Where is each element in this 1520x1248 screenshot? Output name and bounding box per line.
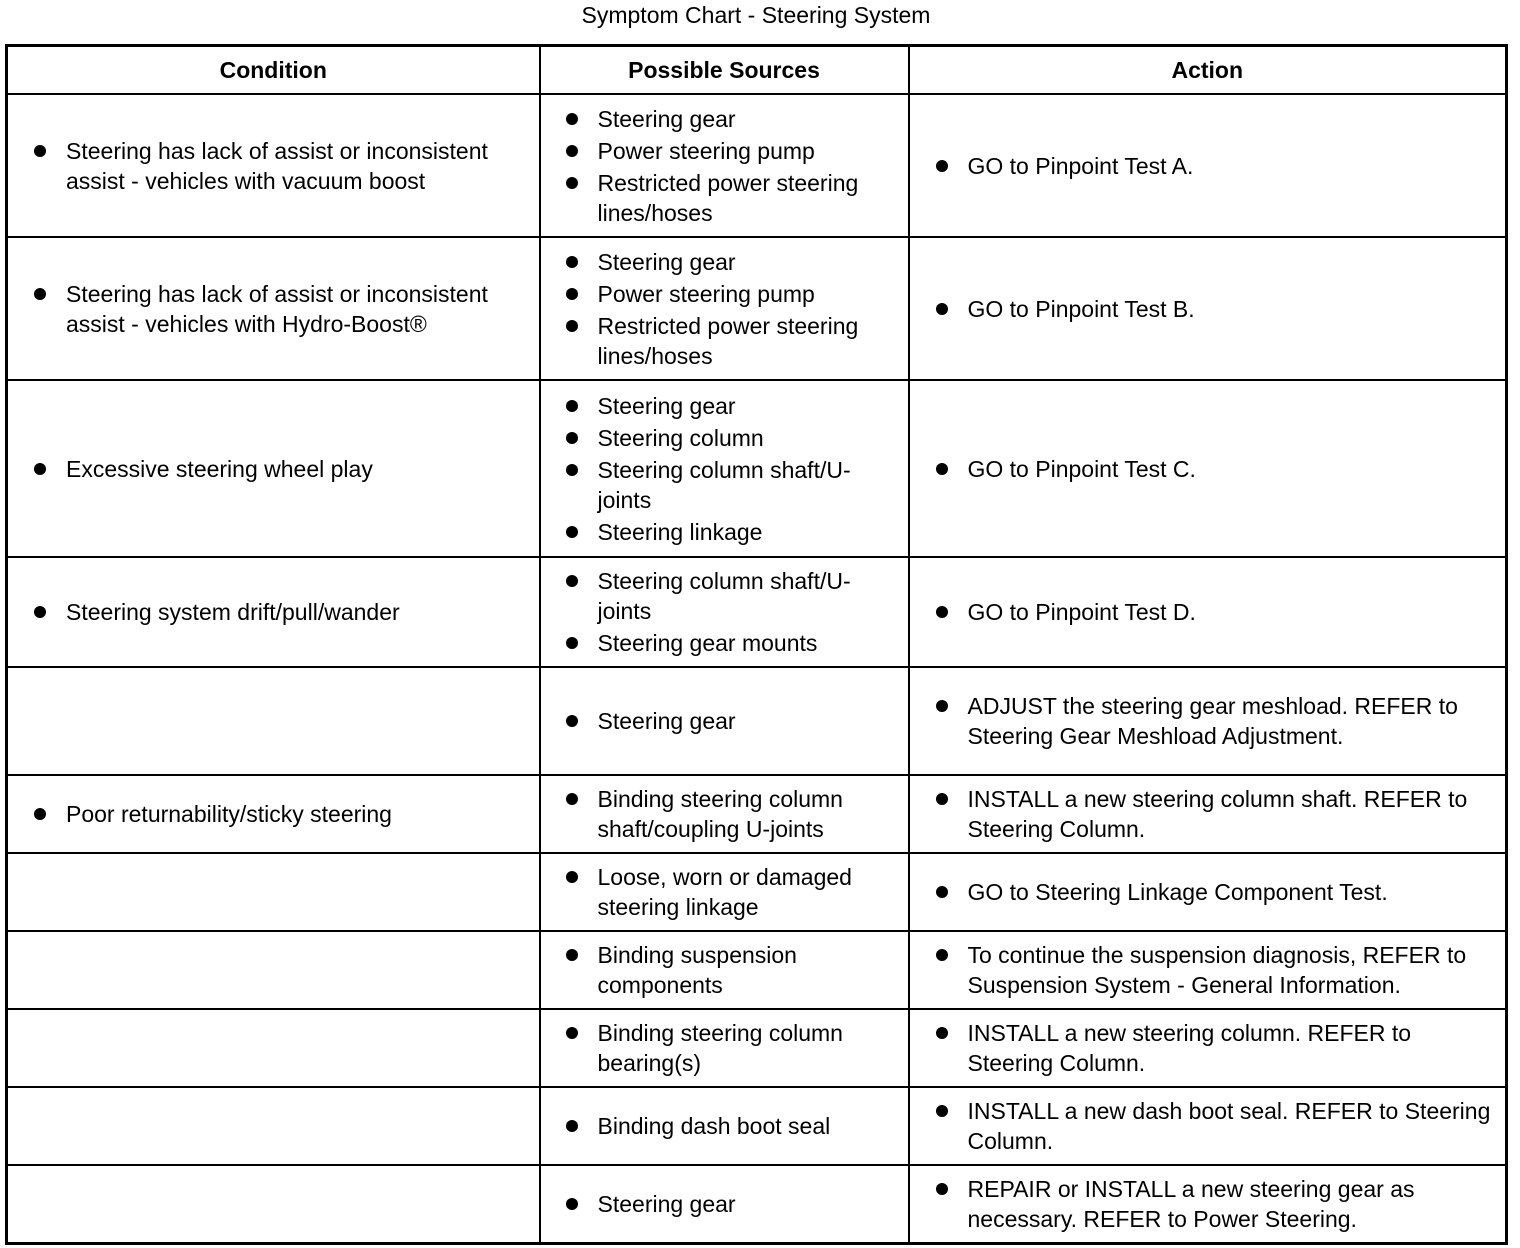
possible-sources-cell <box>540 94 909 237</box>
condition-cell <box>7 667 540 775</box>
condition-cell <box>7 775 540 853</box>
condition-cell <box>7 1009 540 1087</box>
action-text: To continue the suspension diagnosis, REFER to Suspension System - General Information. <box>910 940 1506 1000</box>
condition-text: Steering has lack of assist or inconsistent assist - vehicles with vacuum boost <box>8 136 539 196</box>
action-text: GO to Pinpoint Test C. <box>910 454 1506 484</box>
source-item: Steering gear <box>541 104 908 134</box>
action-text: GO to Pinpoint Test A. <box>910 151 1506 181</box>
header-row <box>7 46 1507 95</box>
source-item: Steering gear <box>541 1189 908 1219</box>
source-item: Steering column shaft/U-joints <box>541 455 908 515</box>
source-item: Steering gear <box>541 706 908 736</box>
possible-sources-cell <box>540 237 909 380</box>
action-cell <box>909 237 1507 380</box>
table-row <box>7 94 1507 237</box>
source-item: Binding dash boot seal <box>541 1111 908 1141</box>
possible-sources-cell <box>540 1009 909 1087</box>
action-list <box>910 877 1506 907</box>
symptom-chart-table <box>5 44 1508 1245</box>
action-cell <box>909 94 1507 237</box>
sources-list <box>541 1189 908 1219</box>
action-cell <box>909 380 1507 557</box>
action-cell <box>909 667 1507 775</box>
action-text: GO to Pinpoint Test D. <box>910 597 1506 627</box>
action-list <box>910 691 1506 751</box>
sources-list <box>541 391 908 547</box>
source-item: Loose, worn or damaged steering linkage <box>541 862 908 922</box>
condition-cell <box>7 1087 540 1165</box>
possible-sources-cell <box>540 853 909 931</box>
action-list <box>910 1174 1506 1234</box>
action-list <box>910 294 1506 324</box>
possible-sources-cell <box>540 931 909 1009</box>
source-item: Binding suspension components <box>541 940 908 1000</box>
source-item: Steering gear <box>541 391 908 421</box>
condition-cell <box>7 380 540 557</box>
action-list <box>910 1018 1506 1078</box>
action-cell <box>909 557 1507 667</box>
sources-list <box>541 784 908 844</box>
condition-list <box>8 136 539 196</box>
action-text: GO to Steering Linkage Component Test. <box>910 877 1506 907</box>
sources-list <box>541 862 908 922</box>
chart-title: Symptom Chart - Steering System <box>581 2 931 28</box>
sources-list <box>541 566 908 658</box>
action-list <box>910 784 1506 844</box>
condition-text: Steering system drift/pull/wander <box>8 597 539 627</box>
action-text: INSTALL a new dash boot seal. REFER to Steering Column. <box>910 1096 1506 1156</box>
action-text: INSTALL a new steering column shaft. REFER to Steering Column. <box>910 784 1506 844</box>
action-cell <box>909 1009 1507 1087</box>
source-item: Binding steering column bearing(s) <box>541 1018 908 1078</box>
condition-list <box>8 454 539 484</box>
condition-cell <box>7 237 540 380</box>
table-row <box>7 853 1507 931</box>
source-item: Restricted power steering lines/hoses <box>541 168 908 228</box>
condition-cell <box>7 931 540 1009</box>
header-condition: Condition <box>7 46 540 95</box>
header-action: Action <box>909 46 1507 95</box>
action-list <box>910 454 1506 484</box>
action-text: INSTALL a new steering column. REFER to Steering Column. <box>910 1018 1506 1078</box>
action-list <box>910 940 1506 1000</box>
action-cell <box>909 775 1507 853</box>
sources-list <box>541 247 908 371</box>
table-row <box>7 557 1507 667</box>
source-item: Steering column shaft/U-joints <box>541 566 908 626</box>
sources-list <box>541 1018 908 1078</box>
source-item: Power steering pump <box>541 279 908 309</box>
table-row <box>7 931 1507 1009</box>
action-text: REPAIR or INSTALL a new steering gear as necessary. REFER to Power Steering. <box>910 1174 1506 1234</box>
sources-list <box>541 1111 908 1141</box>
possible-sources-cell <box>540 667 909 775</box>
possible-sources-cell <box>540 380 909 557</box>
table-row <box>7 667 1507 775</box>
action-cell <box>909 1087 1507 1165</box>
sources-list <box>541 940 908 1000</box>
sources-list <box>541 706 908 736</box>
condition-cell <box>7 557 540 667</box>
condition-cell <box>7 94 540 237</box>
source-item: Restricted power steering lines/hoses <box>541 311 908 371</box>
possible-sources-cell <box>540 557 909 667</box>
possible-sources-cell <box>540 1165 909 1243</box>
table-row <box>7 1165 1507 1243</box>
condition-text: Excessive steering wheel play <box>8 454 539 484</box>
source-item: Steering linkage <box>541 517 908 547</box>
table-row <box>7 380 1507 557</box>
condition-cell <box>7 1165 540 1243</box>
action-list <box>910 151 1506 181</box>
action-list <box>910 1096 1506 1156</box>
condition-text: Steering has lack of assist or inconsistent assist - vehicles with Hydro-Boost® <box>8 279 539 339</box>
table-body <box>7 94 1507 1243</box>
source-item: Steering column <box>541 423 908 453</box>
condition-text: Poor returnability/sticky steering <box>8 799 539 829</box>
action-cell <box>909 853 1507 931</box>
condition-list <box>8 799 539 829</box>
possible-sources-cell <box>540 775 909 853</box>
table-row <box>7 237 1507 380</box>
source-item: Binding steering column shaft/coupling U-joints <box>541 784 908 844</box>
condition-list <box>8 279 539 339</box>
condition-list <box>8 597 539 627</box>
action-text: ADJUST the steering gear meshload. REFER to Steering Gear Meshload Adjustment. <box>910 691 1506 751</box>
action-list <box>910 597 1506 627</box>
header-possible-sources: Possible Sources <box>540 46 909 95</box>
action-text: GO to Pinpoint Test B. <box>910 294 1506 324</box>
table-row <box>7 775 1507 853</box>
source-item: Power steering pump <box>541 136 908 166</box>
source-item: Steering gear <box>541 247 908 277</box>
action-cell <box>909 1165 1507 1243</box>
action-cell <box>909 931 1507 1009</box>
source-item: Steering gear mounts <box>541 628 908 658</box>
possible-sources-cell <box>540 1087 909 1165</box>
table-row <box>7 1087 1507 1165</box>
condition-cell <box>7 853 540 931</box>
sources-list <box>541 104 908 228</box>
table-row <box>7 1009 1507 1087</box>
